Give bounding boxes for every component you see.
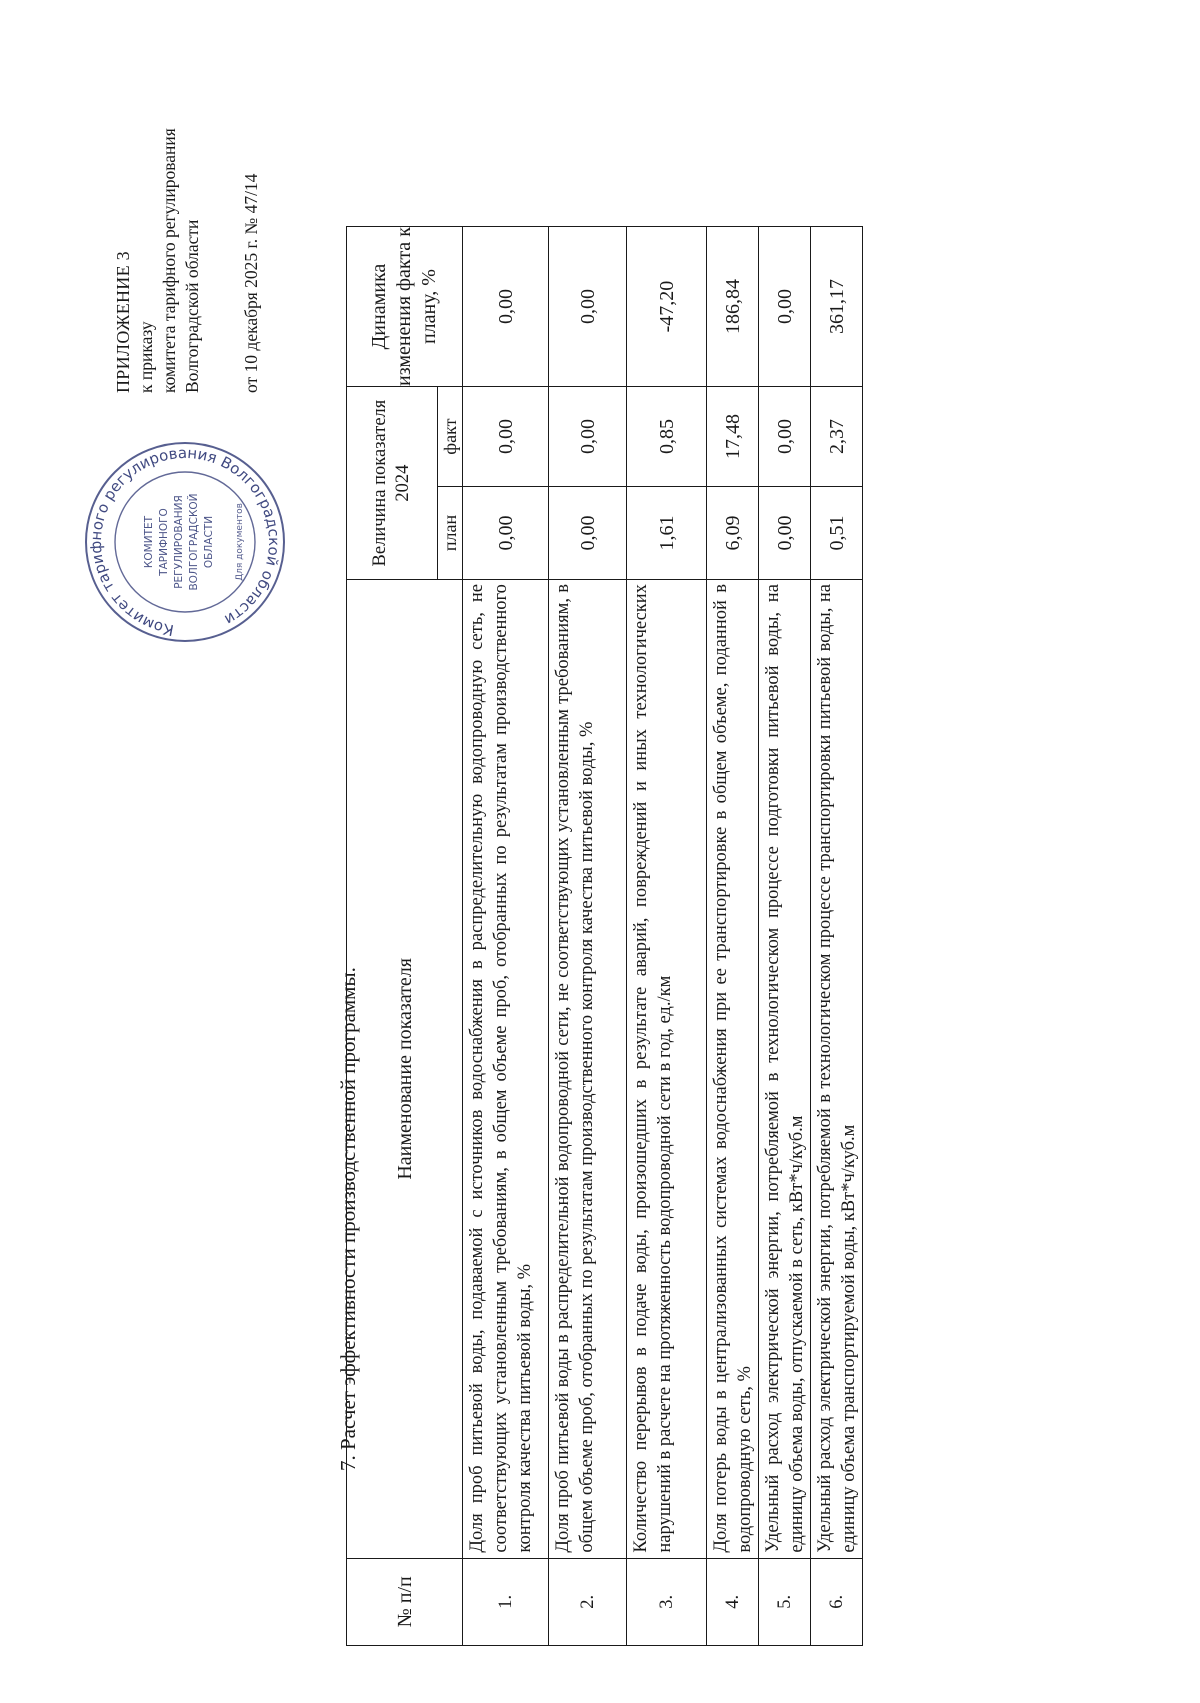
- svg-text:Для документов: Для документов: [235, 503, 245, 581]
- row-fact: 17,48: [707, 387, 759, 487]
- row-dynamics: 0,00: [463, 227, 549, 387]
- header-dynamics: Динамика изменения факта к плану, %: [347, 227, 463, 387]
- row-dynamics: 0,00: [549, 227, 627, 387]
- row-dynamics: 361,17: [811, 227, 863, 387]
- row-fact: 0,85: [627, 387, 707, 487]
- row-dynamics: 186,84: [707, 227, 759, 387]
- row-plan: 0,00: [759, 486, 811, 579]
- row-plan: 0,00: [463, 486, 549, 579]
- row-fact: 0,00: [549, 387, 627, 487]
- header-fact: факт: [438, 387, 463, 487]
- table-row: [707, 227, 759, 1646]
- section-heading: 7. Расчет эффективности производственной программы.: [336, 967, 360, 1471]
- table-row: [463, 227, 549, 1646]
- table-header-row: [347, 227, 438, 1646]
- appendix-date: от 10 декабря 2025 г. № 47/14: [241, 173, 261, 393]
- appendix-line-order: к приказу: [136, 321, 156, 393]
- row-name: Удельный расход электрической энергии, потребляемой в технологическом процессе транспортировки питьевой воды, на единицу объема транспортируемой воды, кВт*ч/куб.м: [811, 580, 863, 1559]
- row-dynamics: 0,00: [759, 227, 811, 387]
- performance-table: [346, 226, 863, 1646]
- row-num: 1.: [463, 1558, 549, 1645]
- table-row: [759, 227, 811, 1646]
- header-value-group: Величина показателя 2024: [347, 387, 438, 580]
- svg-text:Комитет тарифного регулировани: Комитет тарифного регулирования Волгоградской области: [86, 443, 284, 640]
- row-plan: 1,61: [627, 486, 707, 579]
- row-num: 6.: [811, 1558, 863, 1645]
- row-name: Доля проб питьевой воды в распределительной водопроводной сети, не соответствующих установленным требованиям, в общем объеме проб, отобранных по результатам производственного контроля качества питьевой воды, %: [549, 580, 627, 1559]
- row-fact: 0,00: [759, 387, 811, 487]
- header-plan: план: [438, 486, 463, 579]
- row-name: Количество перерывов в подаче воды, произошедших в результате аварий, повреждений и иных технологических нарушений в расчете на протяженность водопроводной сети в год, ед./км: [627, 580, 707, 1559]
- header-num: № п/п: [347, 1558, 463, 1645]
- row-name: Доля проб питьевой воды, подаваемой с источников водоснабжения в распределительную водопроводную сеть, не соответствующих установленным требованиям, в общем объеме проб, отобранных по результатам производственного контроля качества питьевой воды, %: [463, 580, 549, 1559]
- svg-text:КОМИТЕТ: КОМИТЕТ: [143, 515, 155, 569]
- row-num: 5.: [759, 1558, 811, 1645]
- row-plan: 0,51: [811, 486, 863, 579]
- svg-text:РЕГУЛИРОВАНИЯ: РЕГУЛИРОВАНИЯ: [173, 495, 185, 589]
- table-row: [811, 227, 863, 1646]
- row-num: 3.: [627, 1558, 707, 1645]
- appendix-title: ПРИЛОЖЕНИЕ 3: [113, 251, 133, 393]
- row-num: 2.: [549, 1558, 627, 1645]
- row-name: Удельный расход электрической энергии, потребляемой в технологическом процессе подготовки питьевой воды, на единицу объема воды, отпускаемой в сеть, кВт*ч/куб.м: [759, 580, 811, 1559]
- row-fact: 0,00: [463, 387, 549, 487]
- row-dynamics: -47,20: [627, 227, 707, 387]
- row-plan: 6,09: [707, 486, 759, 579]
- header-name: Наименование показателя: [347, 580, 463, 1559]
- svg-text:ВОЛГОГРАДСКОЙ: ВОЛГОГРАДСКОЙ: [188, 493, 200, 591]
- row-fact: 2,37: [811, 387, 863, 487]
- row-num: 4.: [707, 1558, 759, 1645]
- row-plan: 0,00: [549, 486, 627, 579]
- row-name: Доля потерь воды в централизованных системах водоснабжения при ее транспортировке в общем объеме, поданной в водопроводную сеть, %: [707, 580, 759, 1559]
- official-stamp: [82, 439, 288, 645]
- appendix-line-region: Волгоградской области: [182, 219, 202, 393]
- svg-text:ТАРИФНОГО: ТАРИФНОГО: [158, 508, 170, 576]
- appendix-header: [112, 63, 263, 393]
- table-row: [549, 227, 627, 1646]
- table-row: [627, 227, 707, 1646]
- svg-text:ОБЛАСТИ: ОБЛАСТИ: [203, 515, 215, 569]
- appendix-line-committee: комитета тарифного регулирования: [159, 128, 179, 393]
